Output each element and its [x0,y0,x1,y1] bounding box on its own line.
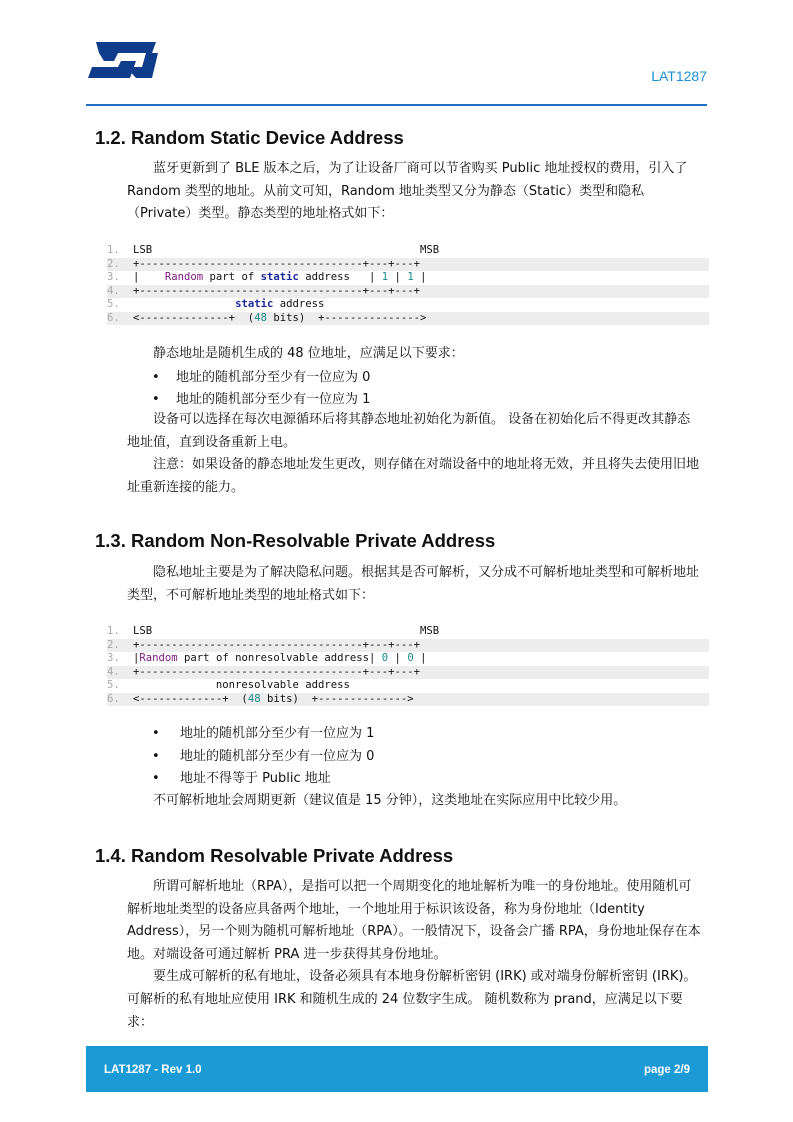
doc-id: LAT1287 [651,68,707,84]
intro-1-3: 隐私地址主要是为了解决隐私问题。根据其是否可解析，又分成不可解析地址类型和可解析地址类型，不可解析地址类型的地址格式如下： [127,565,700,603]
code-line: 6. <-------------+ (48 bits) +--------------> [107,693,709,707]
code-line: 4. +-----------------------------------+---+---+ [107,285,709,299]
body-1-4: 所谓可解析地址（RPA），是指可以把一个周期变化的地址解析为唯一的身份地址。使用随机可解析地址类型的设备应具备两个地址，一个地址用于标识该设备，称为身份地址（Identity Address），另一个则为随机可解析地址（RPA）。一般情况下，设备会广播 RPA，身份地址保存在本地。对端设备可通过解析 PRA 进一步获得其身份地址。 要生成可解析的私有地址，设备必须具有本地身份解析密钥 (IRK) 或对端身份解析密钥 (IRK)。 可解析的私有地址应使用 IRK 和随机生成的 24 位数字生成。 随机数称为 prand，应满足以下要求： [127,879,701,1030]
code-line: 3. |Random part of nonresolvable address| 0 | 0 | [107,652,427,664]
list-item: • 地址不得等于 Public 地址 [152,768,374,791]
code-line: 3. | Random part of static address | 1 | 1 | [107,271,427,283]
code-line: 4. +-----------------------------------+---+---+ [107,666,709,680]
code-line: 5. static address [107,298,325,310]
code-line: 6. <--------------+ (48 bits) +---------------> [107,312,709,326]
intro-1-2: 蓝牙更新到了 BLE 版本之后，为了让设备厂商可以节省购买 Public 地址授权的费用，引入了 Random 类型的地址。从前文可知，Random 地址类型又分为静态（Static）类型和隐私（Private）类型。静态类型的地址格式如下： [127,161,688,222]
header-rule [86,104,707,106]
list-item: • 地址的随机部分至少有一位应为 1 [152,723,374,746]
code-line: 5. nonresolvable address [107,679,350,691]
heading-1-4: 1.4. Random Resolvable Private Address [95,845,454,866]
bullet-list-1-2 [152,367,370,410]
heading-1-3: 1.3. Random Non-Resolvable Private Address [95,530,496,551]
footer-bar [86,1046,708,1092]
footer-page-number: page 2/9 [643,1064,690,1076]
code-line: 1. LSB MSB [107,625,440,637]
bullet-list-1-3 [152,723,374,791]
heading-1-2: 1.2. Random Static Device Address [95,127,404,148]
code-line: 2. +-----------------------------------+---+---+ [107,258,709,272]
footer-revision: LAT1287 - Rev 1.0 [104,1064,202,1076]
code-line: 1. LSB MSB [107,244,440,256]
st-logo [86,40,158,80]
code-block-nonresolvable [107,625,709,706]
list-item: • 地址的随机部分至少有一位应为 1 [152,389,370,411]
list-item: • 地址的随机部分至少有一位应为 0 [152,746,374,769]
code-block-static [107,244,709,325]
req-intro-1-2: 静态地址是随机生成的 48 位地址，应满足以下要求： [153,346,464,361]
body-1-2: 设备可以选择在每次电源循环后将其静态地址初始化为新值。 设备在初始化后不得更改其静态地址值，直到设备重新上电。 注意：如果设备的静态地址发生更改，则存储在对端设备中的地址将无效，并且将失去使用旧地址重新连接的能力。 [127,412,700,495]
list-item: • 地址的随机部分至少有一位应为 0 [152,367,370,389]
code-line: 2. +-----------------------------------+---+---+ [107,639,709,653]
note-1-3: 不可解析地址会周期更新（建议值是 15 分钟），这类地址在实际应用中比较少用。 [153,793,627,808]
